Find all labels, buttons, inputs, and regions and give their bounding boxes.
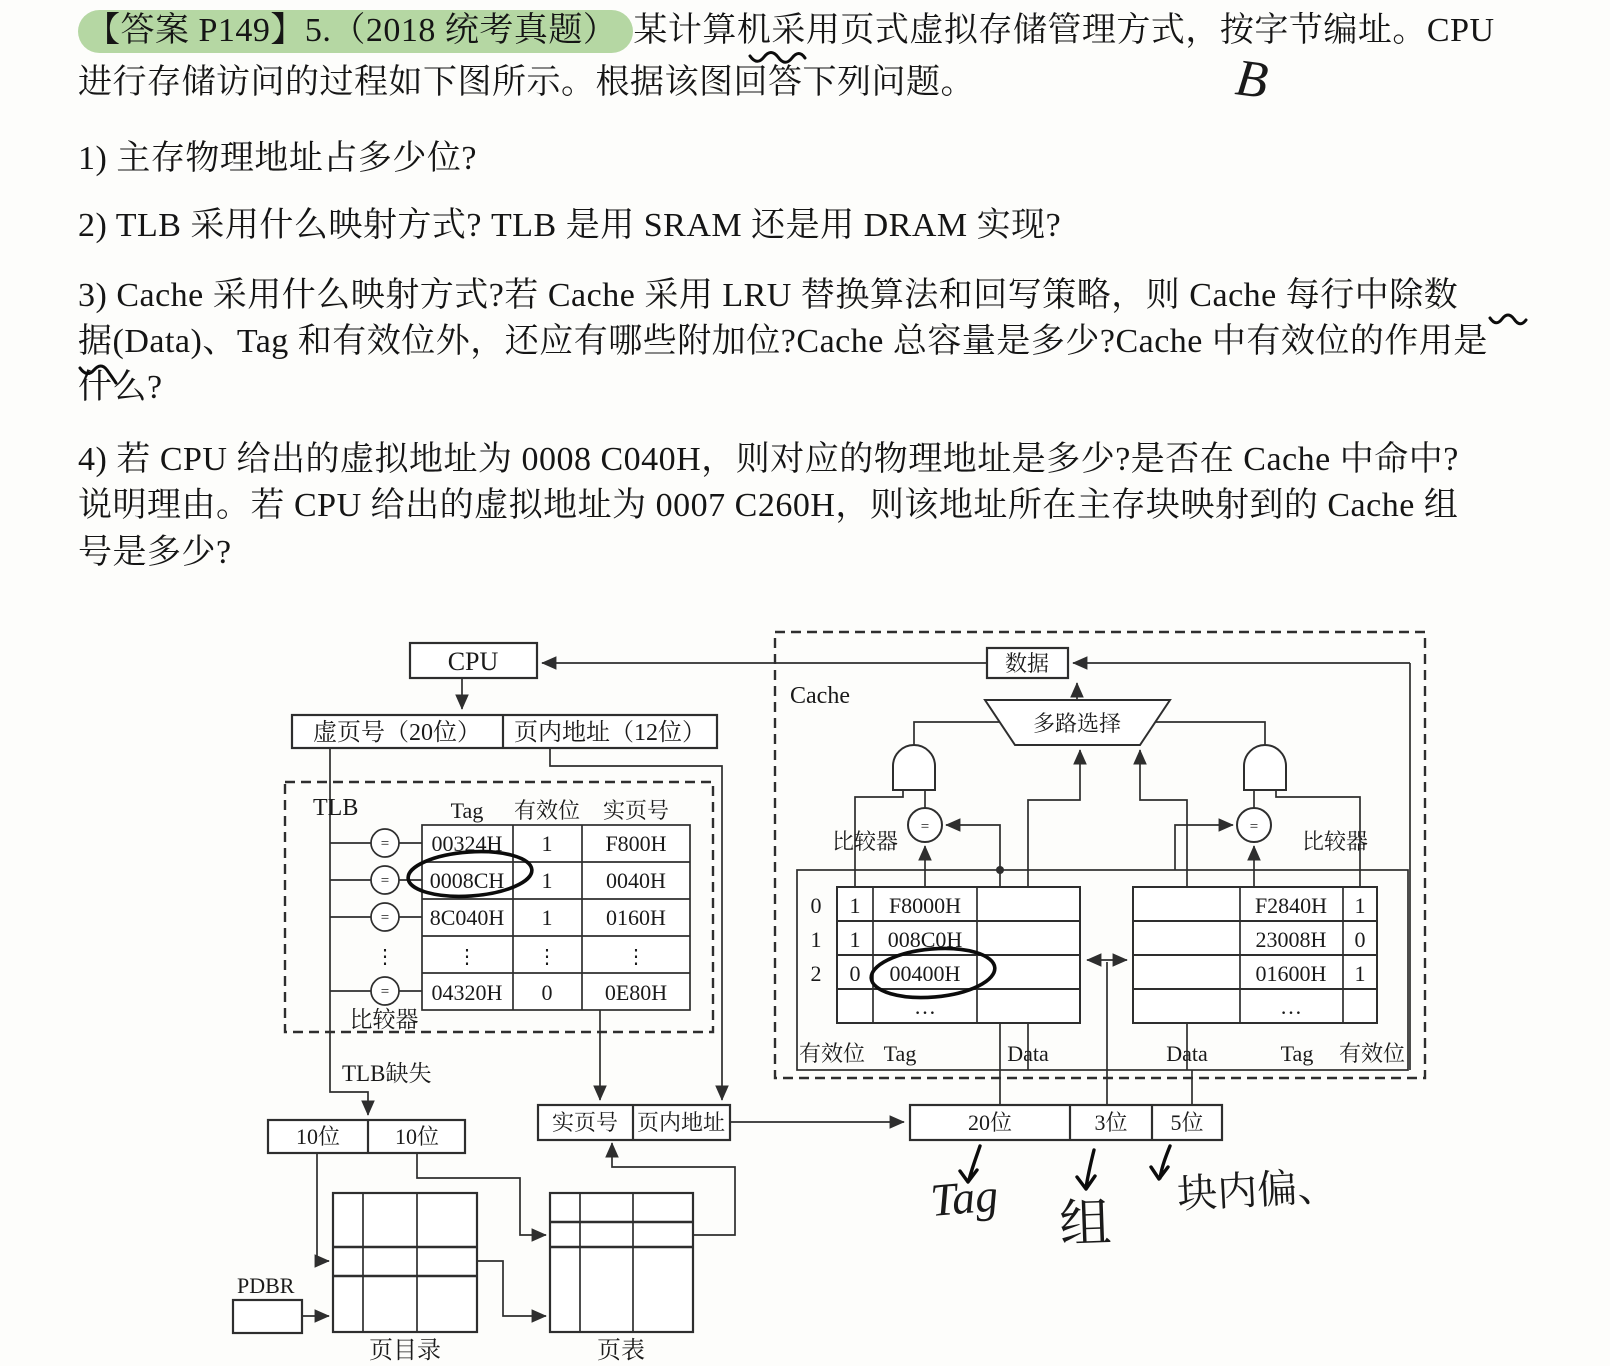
page-table-table (550, 1193, 693, 1332)
and-gate-left (893, 745, 935, 790)
page-directory-table (333, 1193, 477, 1332)
wire-dir-index (317, 1153, 329, 1261)
mux-label: 多路选择 (1032, 711, 1122, 736)
rway-valid: 1 (1354, 893, 1366, 918)
offset-box-label: 页内地址 (636, 1110, 726, 1135)
lway-tag: F8000H (888, 893, 962, 918)
hand-wave-q3-end (1490, 315, 1526, 324)
hand-arrow-set (1077, 1150, 1095, 1189)
data-box-label: 数据 (1004, 651, 1050, 676)
lway-col-data: Data (1007, 1041, 1049, 1066)
wire-and-left-out (914, 722, 999, 745)
pdbr-box (233, 1300, 302, 1333)
tlb-header-tag: Tag (450, 798, 484, 823)
dir-index-bits: 10位 (295, 1124, 341, 1149)
problem-title-line2: 进行存储访问的过程如下图所示。根据该图回答下列问题。 (78, 64, 975, 101)
tlb-cell: 1 (541, 905, 553, 930)
rway-ellipsis: … (1280, 994, 1302, 1019)
tlb-label: TLB (313, 795, 359, 821)
question-4-line1: 4) 若 CPU 给出的虚拟地址为 0008 C040H，则对应的物理地址是多少?是否在 Cache 中命中? (78, 441, 1459, 478)
wire-left-data-to-mux (1028, 750, 1080, 887)
wire-tag-to-right-comp (1175, 825, 1233, 870)
equals-icon: = (380, 984, 390, 1000)
lway-valid: 0 (849, 961, 861, 986)
page-directory-label: 页目录 (369, 1338, 441, 1364)
question-1: 1) 主存物理地址占多少位? (78, 140, 477, 177)
tlb-header-realpage: 实页号 (602, 798, 670, 823)
cache-label: Cache (790, 683, 850, 709)
equals-icon: = (380, 873, 390, 889)
lway-tag: 00400H (889, 961, 961, 986)
offset-bits-label: 5位 (1170, 1110, 1204, 1135)
rway-col-valid: 有效位 (1338, 1041, 1406, 1066)
equals-icon: = (1249, 819, 1259, 835)
tlb-cell: 8C040H (429, 905, 505, 930)
wire-tag-to-left-comp (946, 825, 1000, 870)
hand-wave-paging (750, 53, 805, 63)
wire-right-data-to-mux (1140, 750, 1187, 887)
tlb-cell: 0008CH (429, 868, 505, 893)
rway-col-data: Data (1166, 1041, 1208, 1066)
lway-ellipsis: … (914, 994, 936, 1019)
hand-note-tag: Tag (928, 1169, 1000, 1226)
hand-note-set: 组 (1058, 1195, 1113, 1254)
tlb-cell: 1 (541, 831, 553, 856)
question-3-line3: 什么? (78, 369, 163, 406)
lway-valid: 1 (849, 927, 861, 952)
equals-icon: = (380, 910, 390, 926)
tlb-cell-ellipsis: ⋮ (626, 946, 646, 968)
tlb-cell-ellipsis: ⋮ (537, 946, 557, 968)
tag-bits-label: 20位 (967, 1110, 1013, 1135)
question-4-line3: 号是多少? (78, 534, 232, 571)
hand-note-offset: 块内偏、 (1176, 1163, 1339, 1217)
tlb-cell-ellipsis: ⋮ (457, 946, 477, 968)
and-gate-right (1244, 745, 1286, 790)
tlb-cell: 0E80H (604, 980, 668, 1005)
tlb-cell: 0160H (606, 905, 666, 930)
table-index-bits: 10位 (394, 1124, 440, 1149)
question-3-line2: 据(Data)、Tag 和有效位外，还应有哪些附加位?Cache 总容量是多少?Cache 中有效位的作用是 (78, 323, 1488, 360)
tlb-cell: F800H (605, 831, 667, 856)
question-3-line1: 3) Cache 采用什么映射方式?若 Cache 采用 LRU 替换算法和回写策略，则 Cache 每行中除数 (78, 277, 1459, 314)
title-rest: 某计算机采用页式虚拟存储管理方式，按字节编址。CPU (633, 12, 1495, 49)
rway-valid: 0 (1354, 927, 1366, 952)
tlb-miss-label: TLB缺失 (342, 1061, 432, 1086)
tlb-cell: 0040H (606, 868, 666, 893)
page-table-label: 页表 (597, 1338, 645, 1364)
tlb-cell: 0 (541, 980, 553, 1005)
tlb-comparator-label: 比较器 (349, 1007, 419, 1032)
lway-col-tag: Tag (883, 1041, 917, 1066)
cache-comparator-left-label: 比较器 (831, 829, 898, 854)
question-2: 2) TLB 采用什么映射方式? TLB 是用 SRAM 还是用 DRAM 实现? (78, 207, 1062, 244)
set-index: 2 (810, 961, 822, 986)
cache-comparator-right-label: 比较器 (1302, 829, 1369, 854)
real-page-label: 实页号 (551, 1110, 619, 1135)
rway-tag: F2840H (1254, 893, 1328, 918)
set-bits-label: 3位 (1094, 1110, 1128, 1135)
virtual-page-label: 虚页号（20位） (313, 720, 481, 746)
rway-valid: 1 (1354, 961, 1366, 986)
equals-icon: = (920, 819, 930, 835)
equals-icon: = (380, 836, 390, 852)
tlb-cell: 00324H (431, 831, 503, 856)
question-4-line2: 说明理由。若 CPU 给出的虚拟地址为 0007 C260H，则该地址所在主存块映射到的 Cache 组 (78, 487, 1459, 524)
cpu-label: CPU (447, 647, 499, 676)
hand-wave-q3-start (80, 366, 116, 383)
wire-pde-to-pagetable (477, 1261, 546, 1316)
pdbr-label: PDBR (237, 1273, 295, 1298)
rway-tag: 01600H (1255, 961, 1327, 986)
tlb-header-valid: 有效位 (513, 798, 581, 823)
tlb-comparators (330, 829, 422, 1005)
comparator-ellipsis: ⋮ (375, 946, 395, 968)
set-index: 0 (810, 893, 822, 918)
hand-note-b: B (1232, 49, 1272, 110)
lway-tag: 008C0H (887, 927, 963, 952)
tlb-cell: 1 (541, 868, 553, 893)
rway-col-tag: Tag (1280, 1041, 1314, 1066)
lway-valid: 1 (849, 893, 861, 918)
tlb-cell: 04320H (431, 980, 503, 1005)
hand-arrow-offset (1151, 1146, 1170, 1179)
wire-and-right-out (1156, 722, 1265, 745)
lway-col-valid: 有效位 (798, 1041, 866, 1066)
set-index: 1 (810, 927, 822, 952)
rway-tag: 23008H (1255, 927, 1327, 952)
page-offset-label: 页内地址（12位） (514, 720, 706, 746)
answer-ref-highlight: 【答案 P149】5.（2018 统考真题） (78, 10, 633, 53)
